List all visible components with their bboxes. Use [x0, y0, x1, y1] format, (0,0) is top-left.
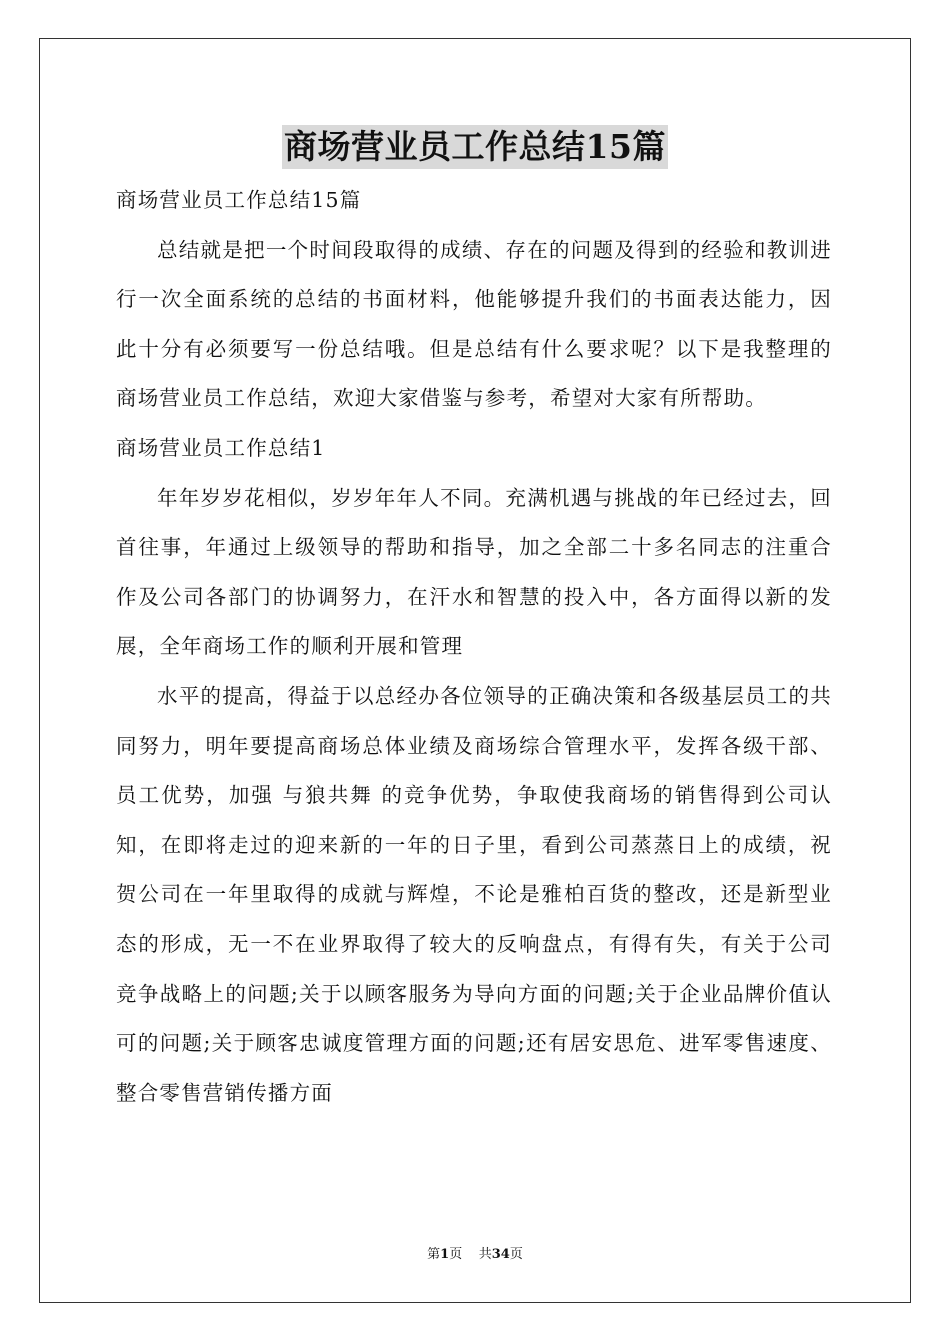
body-paragraph: 年年岁岁花相似，岁岁年年人不同。充满机遇与挑战的年已经过去，回首往事，年通过上级领导的帮助和指导，加之全部二十多名同志的注重合作及公司各部门的协调努力，在汗水和智慧的投入中，各方面得以新的发展，全年商场工作的顺利开展和管理	[116, 485, 832, 659]
total-suffix: 页	[509, 1247, 523, 1262]
page-footer	[0, 1246, 950, 1264]
body-paragraph: 水平的提高，得益于以总经办各位领导的正确决策和各级基层员工的共同努力，明年要提高商场总体业绩及商场综合管理水平，发挥各级干部、员工优势，加强 与狼共舞 的竞争优势，争取使我商场的销售得到公司认知，在即将走过的迎来新的一年的日子里，看到公司蒸蒸日上的成绩，祝贺公司在一年里取得的成就与辉煌，不论是雅柏百货的整改，还是新型业态的形成，无一不在业界取得了较大的反响盘点，有得有失，有关于公司竞争战略上的问题;关于以顾客服务为导向方面的问题;关于企业品牌价值认可的问题;关于顾客忠诚度管理方面的问题;还有居安思危、进军零售速度、整合零售营销传播方面	[116, 683, 832, 1105]
document-body	[116, 176, 832, 1118]
section-heading: 商场营业员工作总结15篇	[116, 188, 362, 212]
section-heading: 商场营业员工作总结1	[116, 435, 326, 460]
document-title: 商场营业员工作总结15篇	[282, 125, 668, 169]
total-pages: 34	[491, 1247, 510, 1262]
page-suffix: 页	[449, 1247, 463, 1262]
total-prefix: 共	[478, 1247, 492, 1262]
page-number: 1	[440, 1247, 450, 1262]
page-prefix: 第	[427, 1247, 441, 1262]
title-container	[0, 125, 950, 169]
body-paragraph: 总结就是把一个时间段取得的成绩、存在的问题及得到的经验和教训进行一次全面系统的总结的书面材料，他能够提升我们的书面表达能力，因此十分有必须要写一份总结哦。但是总结有什么要求呢？以下是我整理的商场营业员工作总结，欢迎大家借鉴与参考，希望对大家有所帮助。	[116, 237, 832, 411]
